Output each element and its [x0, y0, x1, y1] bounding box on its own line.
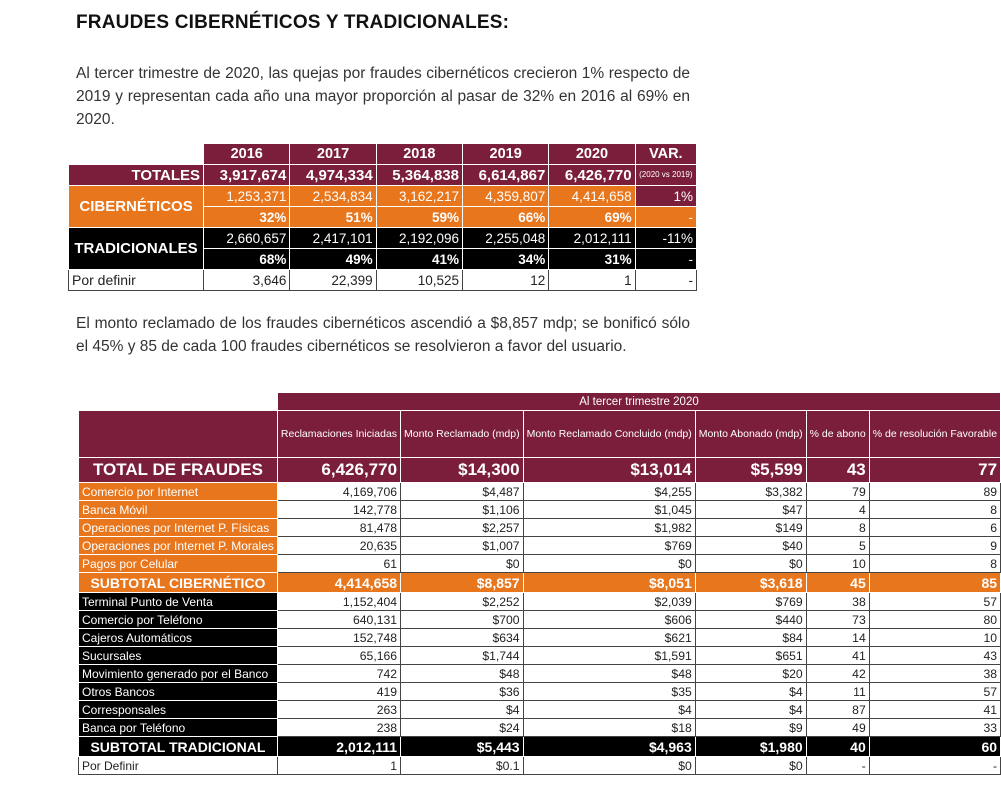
table-cell: $4 [695, 701, 806, 719]
row-label: Operaciones por Internet P. Físicas [79, 519, 278, 537]
row-label: TOTALES [69, 165, 204, 186]
table-cell: 45 [806, 573, 869, 593]
table-cell: 40 [806, 737, 869, 757]
table-cell: 4,414,658 [277, 573, 400, 593]
table-cell: $634 [401, 629, 524, 647]
table-cell: $769 [523, 537, 695, 555]
table-cell: 1 [549, 270, 635, 291]
table-cell: 89 [869, 483, 1000, 501]
table-cell: 2,192,096 [376, 228, 462, 249]
table-cell: $1,106 [401, 501, 524, 519]
table-cell: 419 [277, 683, 400, 701]
totales-row [69, 165, 697, 186]
empty-cell [79, 411, 278, 458]
var-note-text: (2020 vs 2019) [639, 170, 693, 179]
table-row [79, 501, 1001, 519]
fraud-detail-table [78, 392, 1001, 775]
table-cell: 81,478 [277, 519, 400, 537]
table-cell: 2,417,101 [290, 228, 376, 249]
table-cell: 43 [869, 647, 1000, 665]
var-cell: -11% [635, 228, 696, 249]
ciberneticos-row [69, 186, 697, 207]
table-cell: $0 [523, 555, 695, 573]
table-cell: 79 [806, 483, 869, 501]
table-cell: 61 [277, 555, 400, 573]
intro-paragraph: Al tercer trimestre de 2020, las quejas por fraudes cibernéticos crecieron 1% respecto de 2019 y representan cada año una mayor proporción al pasar de 32% en 2016 al 69% en 2020. [76, 65, 690, 128]
table-cell: 263 [277, 701, 400, 719]
table-cell: $8,857 [401, 573, 524, 593]
table-cell: 10 [869, 629, 1000, 647]
var-cell: - [635, 207, 696, 228]
empty-cell [79, 393, 278, 411]
var-header: VAR. [635, 144, 696, 165]
year-header: 2016 [204, 144, 290, 165]
subtotal-trad-row [79, 737, 1001, 757]
table-cell: 2,255,048 [463, 228, 549, 249]
table-cell: 87 [806, 701, 869, 719]
table-cell: $1,045 [523, 501, 695, 519]
column-header: Monto Reclamado Concluido (mdp) [523, 411, 695, 458]
period-row [79, 393, 1001, 411]
pct-cell: 68% [204, 249, 290, 270]
table-cell: 742 [277, 665, 400, 683]
table-cell: 2,660,657 [204, 228, 290, 249]
table-row [79, 593, 1001, 611]
table-cell: 80 [869, 611, 1000, 629]
table-cell: 1,152,404 [277, 593, 400, 611]
table-cell: $2,257 [401, 519, 524, 537]
table-cell: 77 [869, 458, 1000, 483]
table-cell: $0 [401, 555, 524, 573]
empty-cell [69, 144, 204, 165]
table-cell: 10 [806, 555, 869, 573]
row-label: CIBERNÉTICOS [69, 186, 204, 228]
table-cell: 3,917,674 [204, 165, 290, 186]
table-cell: $36 [401, 683, 524, 701]
table-cell: $4,963 [523, 737, 695, 757]
row-label: Por Definir [79, 757, 278, 775]
table-row [79, 647, 1001, 665]
column-header-row [79, 411, 1001, 458]
table-row [79, 611, 1001, 629]
table-row [79, 537, 1001, 555]
column-header: % de abono [806, 411, 869, 458]
table-header-row [69, 144, 697, 165]
table-cell: $5,599 [695, 458, 806, 483]
table-row [79, 701, 1001, 719]
table-cell: $440 [695, 611, 806, 629]
table-cell: $48 [401, 665, 524, 683]
table-cell: $2,252 [401, 593, 524, 611]
table-cell: $48 [523, 665, 695, 683]
pct-cell: 49% [290, 249, 376, 270]
row-label: Operaciones por Internet P. Morales [79, 537, 278, 555]
table-cell: 73 [806, 611, 869, 629]
table-cell: $35 [523, 683, 695, 701]
table-cell: $4 [523, 701, 695, 719]
table-cell: 2,012,111 [277, 737, 400, 757]
column-header: Reclamaciones Iniciadas [277, 411, 400, 458]
row-label: SUBTOTAL CIBERNÉTICO [79, 573, 278, 593]
table-cell: 4 [806, 501, 869, 519]
row-label: Banca Móvil [79, 501, 278, 519]
table-cell: $149 [695, 519, 806, 537]
year-header: 2018 [376, 144, 462, 165]
row-label: Comercio por Teléfono [79, 611, 278, 629]
table-cell: $84 [695, 629, 806, 647]
table-cell: 43 [806, 458, 869, 483]
table-cell: 6,426,770 [549, 165, 635, 186]
table-cell: 12 [463, 270, 549, 291]
table-cell: 640,131 [277, 611, 400, 629]
amount-paragraph: El monto reclamado de los fraudes cibernéticos ascendió a $8,857 mdp; se bonificó sólo el 45% y 85 de cada 100 fraudes cibernéticos se resolvieron a favor del usuario. [76, 315, 690, 355]
row-label: Otros Bancos [79, 683, 278, 701]
column-header: Monto Abonado (mdp) [695, 411, 806, 458]
var-cell: 1% [635, 186, 696, 207]
pct-cell: 32% [204, 207, 290, 228]
table-cell: $5,443 [401, 737, 524, 757]
table-cell: $606 [523, 611, 695, 629]
table-cell: $1,744 [401, 647, 524, 665]
ciber-rows [79, 483, 1001, 573]
table-cell: 65,166 [277, 647, 400, 665]
row-label: TOTAL DE FRAUDES [79, 458, 278, 483]
table-cell: 238 [277, 719, 400, 737]
table-cell: 3,162,217 [376, 186, 462, 207]
table-cell: 4,414,658 [549, 186, 635, 207]
pct-cell: 31% [549, 249, 635, 270]
table-cell: $0 [523, 757, 695, 775]
por-definir-row [69, 270, 697, 291]
row-label: Por definir [69, 270, 204, 291]
table-cell: 4,169,706 [277, 483, 400, 501]
pct-cell: 66% [463, 207, 549, 228]
table-row [79, 719, 1001, 737]
table-cell: 85 [869, 573, 1000, 593]
table-cell: 57 [869, 683, 1000, 701]
year-header: 2020 [549, 144, 635, 165]
table-cell: $0 [695, 555, 806, 573]
table-cell: $2,039 [523, 593, 695, 611]
table-cell: 42 [806, 665, 869, 683]
period-header: Al tercer trimestre 2020 [277, 393, 1000, 411]
row-label: Corresponsales [79, 701, 278, 719]
table-cell: 33 [869, 719, 1000, 737]
table-cell: $3,618 [695, 573, 806, 593]
page-title: FRAUDES CIBERNÉTICOS Y TRADICIONALES: [76, 12, 510, 33]
table-cell: - [869, 757, 1000, 775]
pct-cell: 69% [549, 207, 635, 228]
table-cell: $0.1 [401, 757, 524, 775]
table-cell: 6 [869, 519, 1000, 537]
table-row [79, 483, 1001, 501]
table-cell: 38 [806, 593, 869, 611]
table-cell: $1,980 [695, 737, 806, 757]
row-label: Banca por Teléfono [79, 719, 278, 737]
table-cell: 60 [869, 737, 1000, 757]
pct-cell: 59% [376, 207, 462, 228]
table-cell: 4,974,334 [290, 165, 376, 186]
table-cell: 11 [806, 683, 869, 701]
table-cell: 1,253,371 [204, 186, 290, 207]
table-cell: $4 [695, 683, 806, 701]
table-cell: $700 [401, 611, 524, 629]
table-cell: 5 [806, 537, 869, 555]
table-cell: 49 [806, 719, 869, 737]
table-cell: $4 [401, 701, 524, 719]
table-cell: $1,982 [523, 519, 695, 537]
table-cell: $40 [695, 537, 806, 555]
table-cell: $4,255 [523, 483, 695, 501]
subtotal-ciber-row [79, 573, 1001, 593]
table-cell: 3,646 [204, 270, 290, 291]
table-cell: $20 [695, 665, 806, 683]
table-row [79, 629, 1001, 647]
table-cell: $8,051 [523, 573, 695, 593]
table-cell: 14 [806, 629, 869, 647]
table-cell: $13,014 [523, 458, 695, 483]
table-cell: $651 [695, 647, 806, 665]
row-label: TRADICIONALES [69, 228, 204, 270]
table-cell: $1,007 [401, 537, 524, 555]
table-cell: 41 [869, 701, 1000, 719]
year-header: 2019 [463, 144, 549, 165]
table-cell: 22,399 [290, 270, 376, 291]
var-note [635, 165, 696, 186]
table-cell: $9 [695, 719, 806, 737]
column-header: Monto Reclamado (mdp) [401, 411, 524, 458]
table-cell: $1,591 [523, 647, 695, 665]
table-cell: 57 [869, 593, 1000, 611]
table-row [79, 555, 1001, 573]
var-cell: - [635, 249, 696, 270]
table-cell: 38 [869, 665, 1000, 683]
table-cell: 6,614,867 [463, 165, 549, 186]
table-cell: 142,778 [277, 501, 400, 519]
table-cell: 9 [869, 537, 1000, 555]
row-label: SUBTOTAL TRADICIONAL [79, 737, 278, 757]
pct-cell: 41% [376, 249, 462, 270]
table-cell: $4,487 [401, 483, 524, 501]
pct-cell: 51% [290, 207, 376, 228]
table-row [79, 665, 1001, 683]
row-label: Terminal Punto de Venta [79, 593, 278, 611]
table-cell: 152,748 [277, 629, 400, 647]
table-cell: $47 [695, 501, 806, 519]
table-cell: 10,525 [376, 270, 462, 291]
row-label: Movimiento generado por el Banco [79, 665, 278, 683]
table-cell: 6,426,770 [277, 458, 400, 483]
table-cell: 20,635 [277, 537, 400, 555]
table-cell: 1 [277, 757, 400, 775]
table-cell: 5,364,838 [376, 165, 462, 186]
table-row [79, 683, 1001, 701]
table-cell: 2,534,834 [290, 186, 376, 207]
table-cell: $621 [523, 629, 695, 647]
table-cell: 8 [869, 501, 1000, 519]
table-cell: 8 [806, 519, 869, 537]
trad-rows [79, 593, 1001, 737]
table-cell: $14,300 [401, 458, 524, 483]
table-cell: $18 [523, 719, 695, 737]
row-label: Comercio por Internet [79, 483, 278, 501]
column-header: % de resolución Favorable [869, 411, 1000, 458]
table-cell: 8 [869, 555, 1000, 573]
por-definir-row [79, 757, 1001, 775]
var-cell: - [635, 270, 696, 291]
year-header: 2017 [290, 144, 376, 165]
table-cell: $3,382 [695, 483, 806, 501]
row-label: Pagos por Celular [79, 555, 278, 573]
fraud-by-year-table [68, 143, 697, 291]
pct-cell: 34% [463, 249, 549, 270]
table-cell: 2,012,111 [549, 228, 635, 249]
row-label: Cajeros Automáticos [79, 629, 278, 647]
table-cell: 4,359,807 [463, 186, 549, 207]
row-label: Sucursales [79, 647, 278, 665]
table-row [79, 519, 1001, 537]
tradicionales-row [69, 228, 697, 249]
table-cell: $769 [695, 593, 806, 611]
total-row [79, 458, 1001, 483]
table-cell: - [806, 757, 869, 775]
table-cell: $0 [695, 757, 806, 775]
table-cell: $24 [401, 719, 524, 737]
table-cell: 41 [806, 647, 869, 665]
